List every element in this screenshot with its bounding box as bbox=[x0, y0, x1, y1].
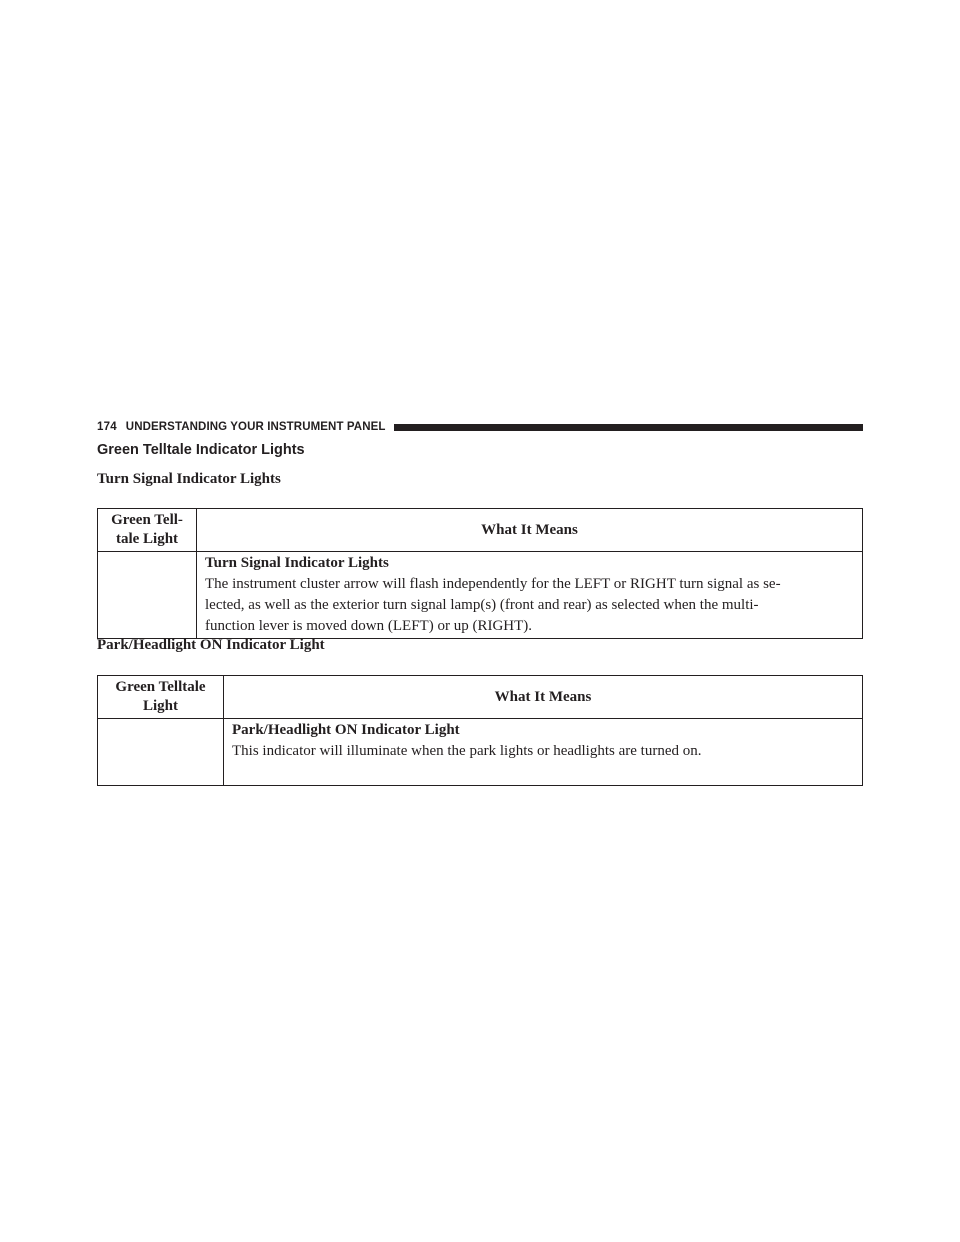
col-header-meaning: What It Means bbox=[197, 509, 863, 552]
page-header bbox=[97, 419, 863, 435]
table-header-row bbox=[98, 509, 863, 552]
running-title: UNDERSTANDING YOUR INSTRUMENT PANEL bbox=[125, 421, 386, 433]
park-headlight-subtitle: Park/Headlight ON Indicator Light bbox=[97, 637, 325, 653]
indicator-name: Park/Headlight ON Indicator Light bbox=[232, 722, 460, 738]
page-number: 174 bbox=[97, 421, 117, 433]
meaning-cell bbox=[197, 552, 863, 639]
park-headlight-table bbox=[97, 675, 863, 786]
meaning-cell bbox=[224, 719, 863, 786]
header-rule bbox=[394, 424, 864, 431]
indicator-description: This indicator will illuminate when the park lights or headlights are turned on. bbox=[232, 743, 702, 759]
indicator-description: The instrument cluster arrow will flash independently for the LEFT or RIGHT turn signal as se- lected, as well as the exterior turn signal lamp(s) (front and rear) as selected when the multi- function lever is moved down (LEFT) or up (RIGHT). bbox=[205, 576, 781, 634]
turn-signal-table bbox=[97, 508, 863, 639]
telltale-light-cell bbox=[98, 719, 224, 786]
table-row bbox=[98, 552, 863, 639]
indicator-name: Turn Signal Indicator Lights bbox=[205, 555, 389, 571]
turn-signal-subtitle: Turn Signal Indicator Lights bbox=[97, 471, 281, 487]
col-header-meaning: What It Means bbox=[224, 676, 863, 719]
telltale-light-cell bbox=[98, 552, 197, 639]
col-header-light: Green Tell- tale Light bbox=[98, 509, 197, 552]
table-header-row bbox=[98, 676, 863, 719]
table-row bbox=[98, 719, 863, 786]
section-title: Green Telltale Indicator Lights bbox=[97, 442, 305, 458]
col-header-light: Green Telltale Light bbox=[98, 676, 224, 719]
